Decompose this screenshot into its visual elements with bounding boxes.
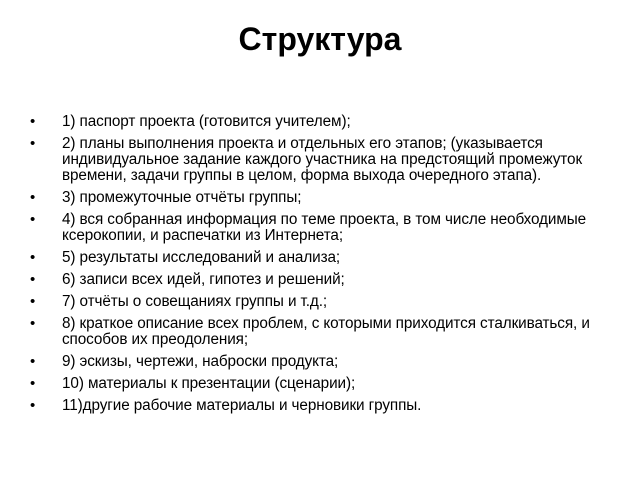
list-item-text: 5) результаты исследований и анализа; [62,249,341,266]
bullet-icon: • [30,353,36,370]
list-item [30,114,590,130]
bullet-icon: • [30,113,36,130]
bullet-icon: • [30,375,36,392]
list-item [30,316,590,348]
list-item [30,250,590,266]
bullet-icon: • [30,189,36,206]
list-item [30,190,590,206]
list-item-text: 8) краткое описание всех проблем, с которыми приходится сталкиваться, и способов их преодоления; [62,315,590,348]
list-item-text: 11)другие рабочие материалы и черновики группы. [62,397,422,414]
bullet-icon: • [30,249,36,266]
list-item [30,354,590,370]
list-item-text: 10) материалы к презентации (сценарии); [62,375,356,392]
list-item [30,212,590,244]
bullet-icon: • [30,293,36,310]
bullet-icon: • [30,397,36,414]
list-item [30,376,590,392]
bullet-icon: • [30,271,36,288]
list-item-text: 6) записи всех идей, гипотез и решений; [62,271,345,288]
list-item-text: 9) эскизы, чертежи, наброски продукта; [62,353,339,370]
bullet-icon: • [30,135,36,152]
list-item [30,136,590,184]
list-item-text: 4) вся собранная информация по теме проекта, в том числе необходимые ксерокопии, и распечатки из Интернета; [62,211,587,244]
bullet-icon: • [30,315,36,332]
slide-title: Структура [238,21,402,57]
list-item-text: 1) паспорт проекта (готовится учителем); [62,113,351,130]
list-item [30,272,590,288]
bullet-icon: • [30,211,36,228]
bullet-list [30,114,590,420]
list-item [30,294,590,310]
list-item-text: 2) планы выполнения проекта и отдельных его этапов; (указывается индивидуальное задание каждого участника на предстоящий промежуток времени, задачи группы в целом, форма выхода очередного этапа). [62,135,583,184]
list-item-text: 3) промежуточные отчёты группы; [62,189,302,206]
list-item-text: 7) отчёты о совещаниях группы и т.д.; [62,293,328,310]
list-item [30,398,590,414]
